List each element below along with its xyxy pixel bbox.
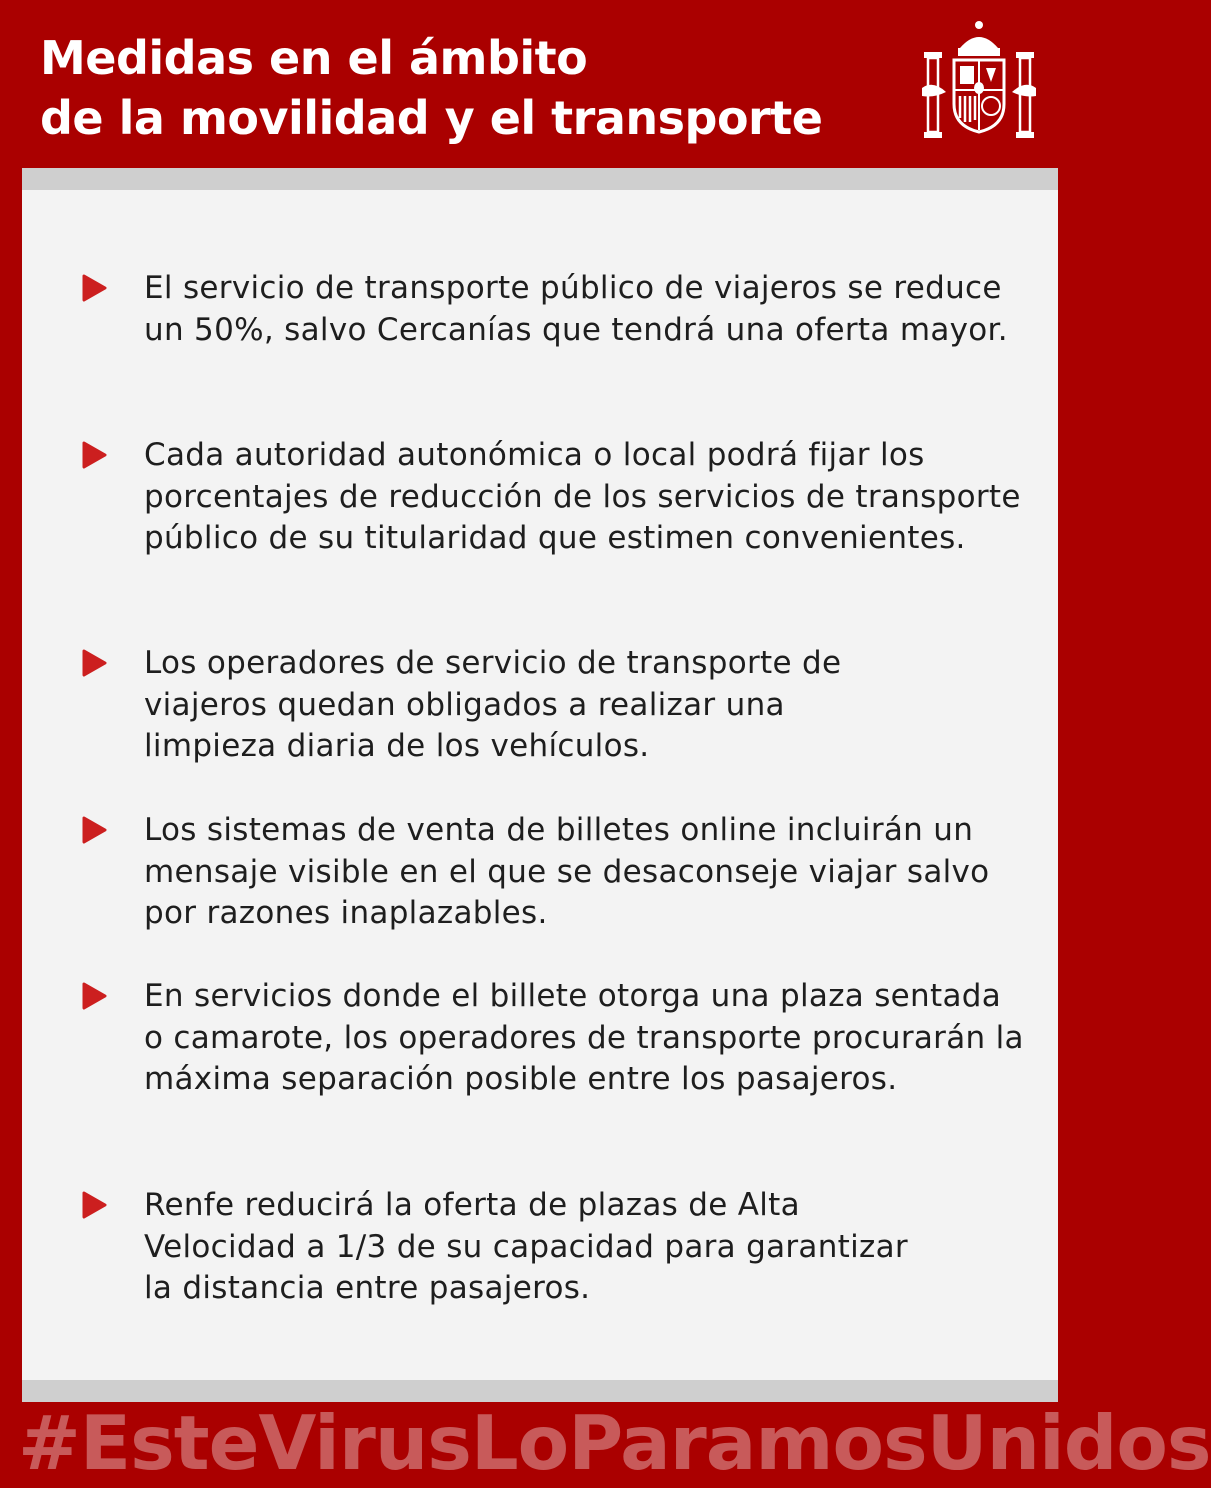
hashtag-footer: #EsteVirusLoParamosUnidos: [18, 1399, 1211, 1487]
measure-text: Renfe reducirá la oferta de plazas de Alta Velocidad a 1/3 de su capacidad para garantizar la distancia entre pasajeros.: [144, 1187, 908, 1306]
title-line-2: de la movilidad y el transporte: [40, 91, 823, 145]
play-triangle-icon: [80, 982, 108, 1010]
content-panel: [22, 168, 1058, 1402]
panel-top-band: [22, 168, 1058, 190]
play-triangle-icon: [80, 649, 108, 677]
play-triangle-icon: [80, 816, 108, 844]
play-triangle-icon: [80, 441, 108, 469]
measure-text: Cada autoridad autonómica o local podrá fijar los porcentajes de reducción de los servicios de transporte público de su titularidad que estimen convenientes.: [144, 437, 1021, 556]
title-line-1: Medidas en el ámbito: [40, 31, 588, 85]
measure-text: El servicio de transporte público de viajeros se reduce un 50%, salvo Cercanías que tendrá una oferta mayor.: [144, 270, 1008, 348]
measure-text: Los sistemas de venta de billetes online incluirán un mensaje visible en el que se desaconseje viajar salvo por razones inaplazables.: [144, 812, 990, 931]
play-triangle-icon: [80, 274, 108, 302]
measure-text: Los operadores de servicio de transporte de viajeros quedan obligados a realizar una limpieza diaria de los vehículos.: [144, 645, 842, 764]
spain-coat-of-arms-icon: [920, 18, 1038, 142]
play-triangle-icon: [80, 1191, 108, 1219]
page-title: [40, 28, 822, 148]
measure-text: En servicios donde el billete otorga una plaza sentada o camarote, los operadores de transporte procurarán la máxima separación posible entre los pasajeros.: [144, 978, 1024, 1097]
header: [0, 0, 1080, 168]
